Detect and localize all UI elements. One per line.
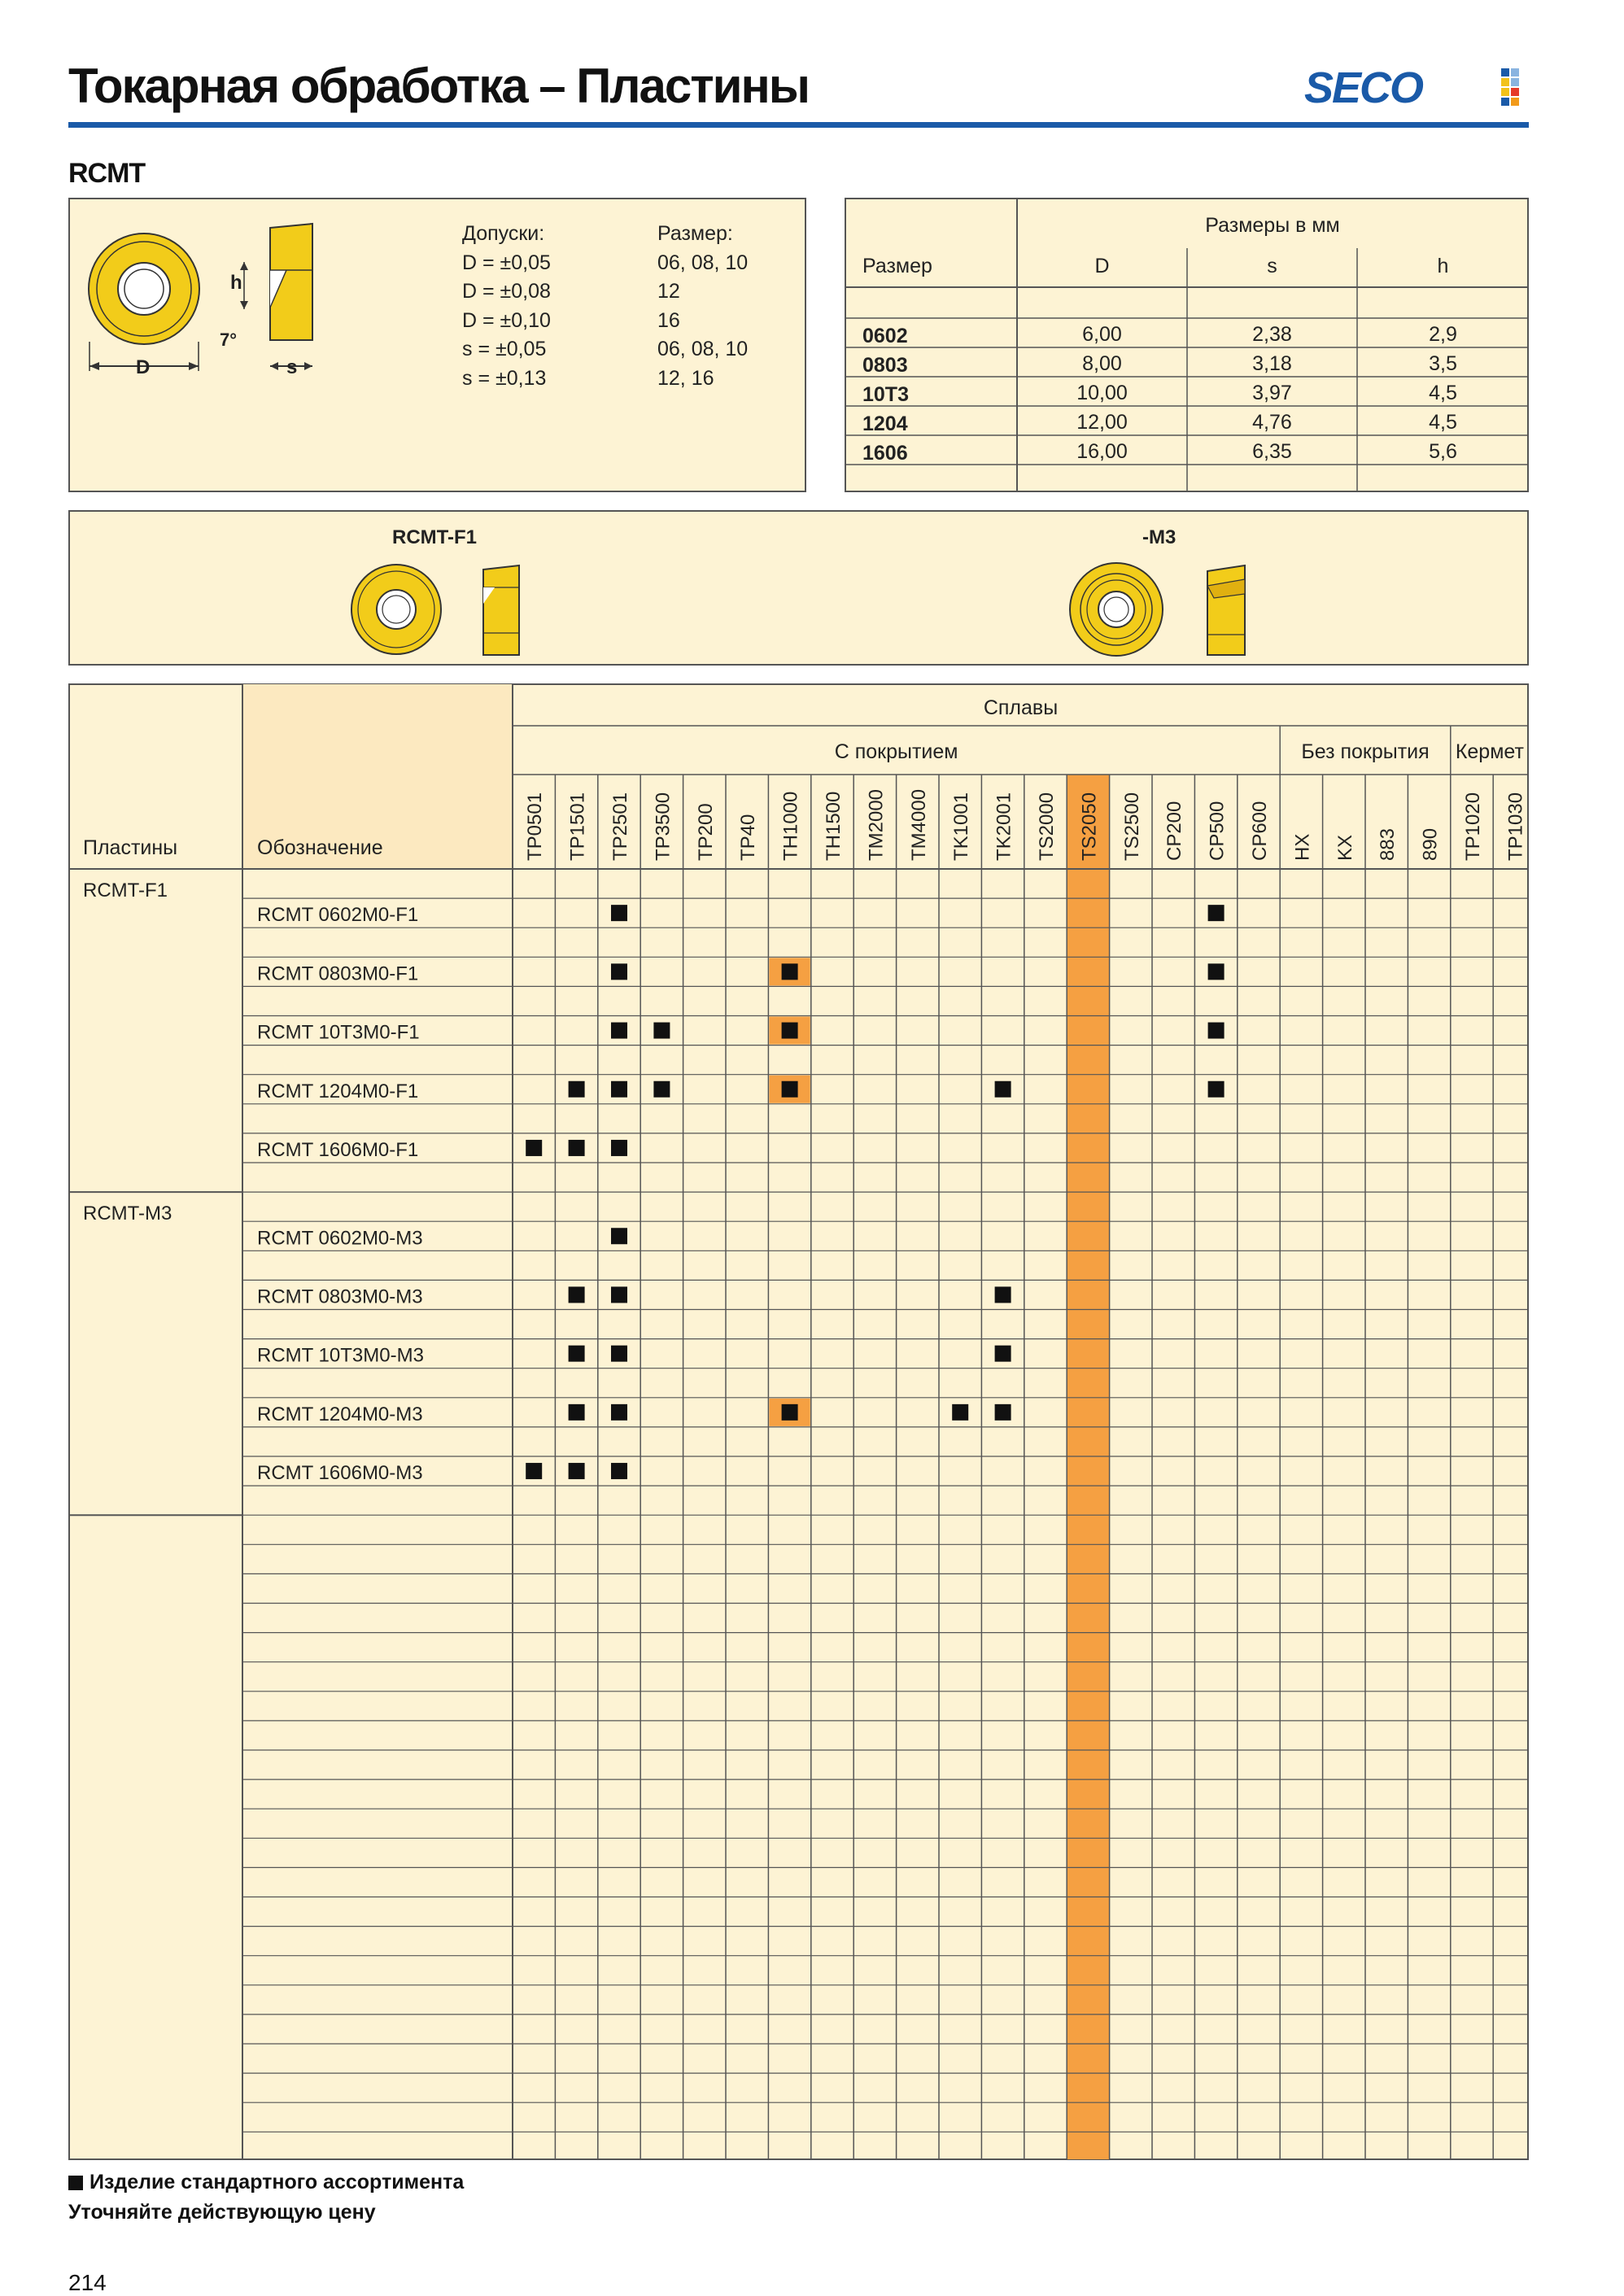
grade-label: TH1000 [779, 791, 802, 861]
standard-mark [611, 1346, 627, 1362]
standard-mark [653, 1023, 670, 1039]
variant-label-f1: RCMT-F1 [392, 526, 477, 548]
standard-mark [611, 905, 627, 921]
insert-designation: RCMT 1606M0-M3 [257, 1462, 423, 1485]
insert-designation: RCMT 10T3M0-M3 [257, 1344, 424, 1367]
grade-label: TP2501 [609, 792, 631, 861]
dim-size-cell: 1606 [862, 442, 908, 465]
logo-text: SECO [1304, 65, 1423, 107]
insert-designation: RCMT 1204M0-M3 [257, 1403, 423, 1425]
dim-s-cell: 4,76 [1252, 411, 1292, 434]
grade-label: TH1500 [823, 791, 845, 861]
insert-designation: RCMT 10T3M0-F1 [257, 1021, 420, 1044]
dim-column-header: D [1094, 255, 1110, 277]
insert-designation: RCMT 0803M0-F1 [257, 962, 419, 985]
insert-f1-icon [350, 561, 529, 659]
standard-mark [782, 963, 798, 980]
dim-h-cell: 3,5 [1429, 352, 1457, 375]
grade-label: TP1020 [1462, 792, 1484, 861]
standard-mark [569, 1404, 585, 1421]
dim-h-cell: 5,6 [1429, 440, 1457, 463]
grade-label: TK1001 [950, 792, 973, 861]
dim-h-cell: 2,9 [1429, 323, 1457, 346]
dim-s-cell: 3,97 [1252, 382, 1292, 404]
legend-note [68, 2171, 464, 2194]
alloys-header: Сплавы [983, 696, 1059, 719]
size-value: 12, 16 [657, 366, 714, 390]
standard-mark [611, 1463, 627, 1479]
grade-label: TS2000 [1036, 792, 1058, 861]
standard-mark [1208, 963, 1225, 980]
dim-d-cell: 16,00 [1076, 440, 1128, 463]
dim-column-header: s [1267, 255, 1277, 277]
grade-label: CP500 [1206, 801, 1229, 861]
standard-mark [1208, 1023, 1225, 1039]
h-label: h [230, 272, 242, 294]
standard-mark [526, 1463, 542, 1479]
dim-group-header: Размеры в мм [1205, 214, 1340, 237]
grade-label: CP200 [1163, 801, 1186, 861]
grade-label: KX [1334, 834, 1356, 861]
variants-panel [68, 510, 1529, 666]
grade-label: TS2050 [1078, 792, 1101, 861]
grade-label: TK2001 [993, 792, 1015, 861]
coated-header: С покрытием [834, 740, 958, 763]
standard-mark [569, 1346, 585, 1362]
group-name: RCMT-M3 [83, 1203, 172, 1225]
standard-mark [952, 1404, 968, 1421]
grade-label: TM4000 [907, 788, 930, 861]
standard-mark [611, 1023, 627, 1039]
standard-mark [526, 1140, 542, 1156]
standard-mark [611, 1404, 627, 1421]
tolerance-value: D = ±0,08 [462, 280, 551, 303]
angle-label: 7° [220, 330, 238, 350]
grade-label: 883 [1377, 827, 1399, 861]
dim-size-cell: 0602 [862, 325, 908, 347]
standard-mark [611, 1140, 627, 1156]
highlight-column [1067, 775, 1109, 2159]
insert-designation: RCMT 0803M0-M3 [257, 1285, 423, 1308]
standard-mark [782, 1081, 798, 1098]
standard-mark [611, 1228, 627, 1244]
standard-mark [611, 1286, 627, 1303]
dim-size-header: Размер [862, 255, 932, 277]
size-value: 16 [657, 308, 680, 332]
standard-mark [653, 1081, 670, 1098]
page-title: Токарная обработка – Пластины [68, 59, 810, 113]
diameter-label: D [136, 356, 151, 378]
price-note: Уточняйте действующую цену [68, 2201, 376, 2224]
insert-diagram [81, 220, 325, 391]
dim-h-cell: 4,5 [1429, 382, 1457, 404]
insert-designation: RCMT 0602M0-F1 [257, 904, 419, 927]
standard-mark [995, 1286, 1011, 1303]
standard-mark [569, 1463, 585, 1479]
insert-designation: RCMT 0602M0-M3 [257, 1227, 423, 1250]
uncoated-header: Без покрытия [1301, 740, 1430, 763]
dimensions-table [845, 198, 1529, 492]
standard-mark [611, 1081, 627, 1098]
grade-label: TM2000 [865, 788, 888, 861]
variant-label-m3: -M3 [1142, 526, 1177, 548]
page-number: 214 [68, 2270, 107, 2295]
grade-label: TP0501 [524, 792, 547, 861]
standard-mark [995, 1346, 1011, 1362]
grade-label: TP40 [737, 814, 760, 861]
standard-mark [569, 1140, 585, 1156]
dim-size-cell: 0803 [862, 354, 908, 377]
designation-column-header: Обозначение [257, 836, 383, 859]
s-label: s [286, 356, 298, 378]
title-rule [68, 122, 1529, 128]
group-name: RCMT-F1 [83, 880, 168, 901]
standard-mark [782, 1404, 798, 1421]
dim-d-cell: 12,00 [1076, 411, 1128, 434]
standard-mark [1208, 905, 1225, 921]
grade-label: 890 [1419, 827, 1442, 861]
dim-d-cell: 10,00 [1076, 382, 1128, 404]
dim-h-cell: 4,5 [1429, 411, 1457, 434]
grade-label: TP1501 [566, 792, 589, 861]
grade-label: HX [1291, 833, 1314, 861]
tolerance-value: s = ±0,13 [462, 366, 547, 390]
standard-mark [611, 963, 627, 980]
tolerance-value: D = ±0,10 [462, 308, 551, 332]
legend-text: Изделие стандартного ассортимента [89, 2171, 465, 2193]
size-heading: Размер: [657, 222, 733, 245]
tolerance-size-list [657, 220, 748, 393]
section-code: RCMT [68, 158, 146, 189]
grade-label: TS2500 [1120, 792, 1143, 861]
size-value: 06, 08, 10 [657, 251, 749, 274]
grades-table [68, 683, 1529, 2160]
standard-mark [995, 1081, 1011, 1098]
grade-label: TP1030 [1504, 792, 1527, 861]
cermet-header: Кермет [1455, 740, 1524, 763]
tolerance-heading: Допуски: [462, 222, 545, 245]
standard-mark-icon [68, 2176, 83, 2190]
standard-mark [782, 1023, 798, 1039]
dim-d-cell: 8,00 [1082, 352, 1122, 375]
dim-d-cell: 6,00 [1082, 323, 1122, 346]
grade-label: TP200 [694, 803, 717, 861]
tolerance-value: s = ±0,05 [462, 338, 547, 360]
grade-label: TP3500 [652, 792, 674, 861]
tolerance-value: D = ±0,05 [462, 251, 551, 274]
dim-size-cell: 10T3 [862, 383, 909, 406]
tolerance-list [462, 220, 551, 393]
dim-s-cell: 3,18 [1252, 352, 1292, 375]
inserts-column-header: Пластины [83, 836, 178, 859]
standard-mark [569, 1286, 585, 1303]
standard-mark [1208, 1081, 1225, 1098]
dim-s-cell: 2,38 [1252, 323, 1292, 346]
dim-size-cell: 1204 [862, 412, 908, 435]
size-value: 12 [657, 280, 680, 303]
grade-label: CP600 [1249, 801, 1271, 861]
standard-mark [569, 1081, 585, 1098]
insert-designation: RCMT 1204M0-F1 [257, 1080, 419, 1102]
seco-logo [1304, 65, 1524, 107]
dim-column-header: h [1437, 255, 1449, 277]
standard-mark [995, 1404, 1011, 1421]
insert-m3-icon [1067, 561, 1255, 659]
dim-s-cell: 6,35 [1252, 440, 1292, 463]
insert-designation: RCMT 1606M0-F1 [257, 1139, 419, 1161]
size-value: 06, 08, 10 [657, 338, 749, 360]
